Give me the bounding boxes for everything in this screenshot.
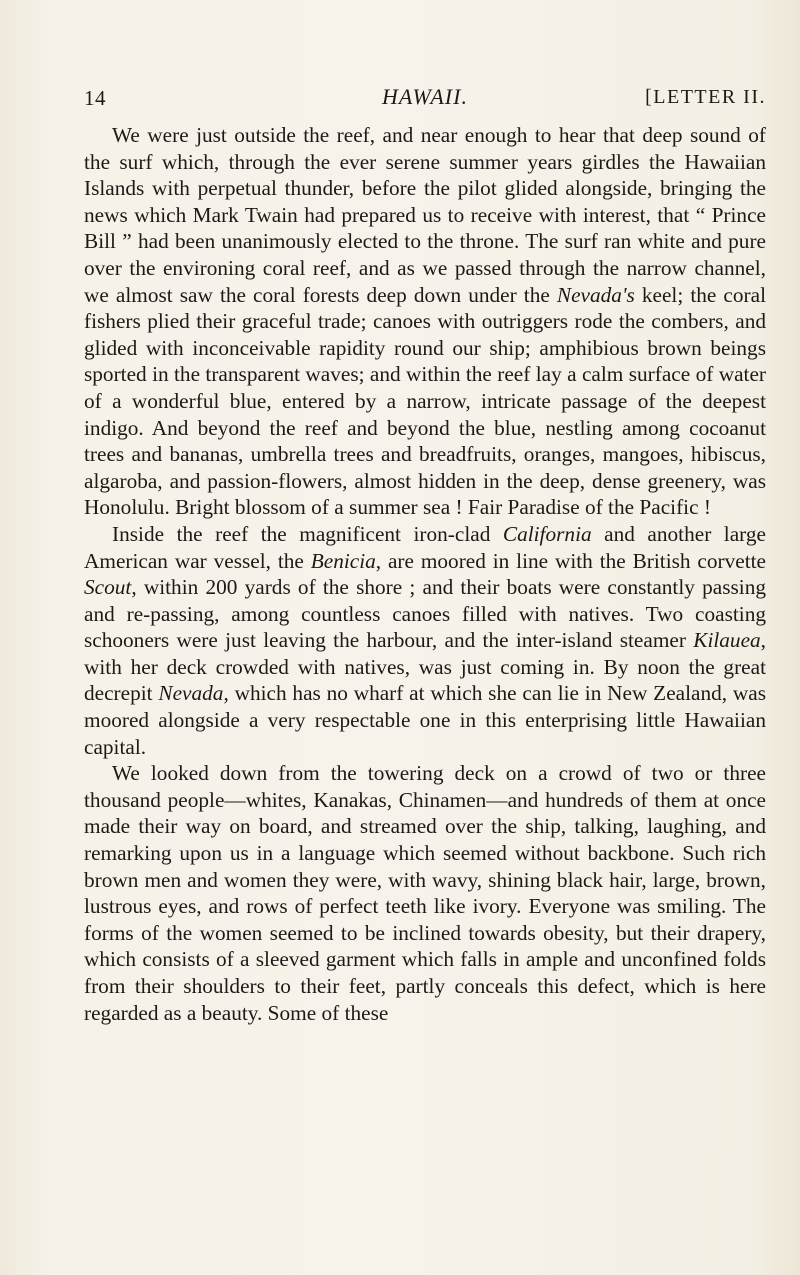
running-title: HAWAII. xyxy=(382,84,468,109)
paragraph-text: , with her deck crowded with natives, was just coming in. By noon the great decrepit xyxy=(84,628,766,706)
ship-name: Benicia xyxy=(310,548,376,573)
paragraph-text: We looked down from the towering deck on a crowd of two or three thousand people—whites, Kanakas, Chinamen—and hundreds of them at once made their way on board, and streamed over the ship, talking, laughing, and remarking upon us in a language which seemed without backbone. Such rich brown men and women they were, with wavy, shining black hair, large, brown, lustrous eyes, and rows of perfect teeth like ivory. Everyone was smiling. The forms of the women seemed to be inclined towards obesity, but their drapery, which consists of a sleeved garment which falls in ample and unconfined folds from their shoulders to their feet, partly conceals this defect, which is here regarded as a beauty. Some of these xyxy=(84,761,766,1025)
ship-name: Nevada xyxy=(158,681,224,706)
page-number: 14 xyxy=(84,86,106,110)
paragraph-text: , are moored in line with the British corvette xyxy=(375,548,766,573)
ship-name: Kilauea xyxy=(693,628,761,653)
paragraph-text: Inside the reef the magnificent iron-clad xyxy=(112,521,503,546)
paragraph-text: We were just outside the reef, and near enough to hear that deep sound of the surf which, through the ever serene summer years girdles the Hawaiian Islands with perpetual thunder, before the pilot glided alongside, bringing the news which Mark Twain had prepared us to receive with interest, that “ Prince Bill ” had been unanimously elected to the throne. The surf ran white and pure over the environing coral reef, and as we passed through the narrow channel, we almost saw the coral forests deep down under the xyxy=(84,123,766,307)
ship-name: California xyxy=(502,521,592,546)
paragraph-text: , which has no wharf at which she can lie in New Zealand, was moored alongside a very respectable one in this enterprising little Hawaiian capital. xyxy=(84,681,767,759)
paragraph-text: keel; the coral fishers plied their graceful trade; canoes with outriggers rode the combers, and glided with inconceivable rapidity round our ship; amphibious brown beings sported in the transparent waves; and within the reef lay a calm surface of water of a wonderful blue, entered by a narrow, intricate passage of the deepest indigo. And beyond the reef and beyond the blue, nestling among cocoanut trees and bananas, umbrella trees and breadfruits, oranges, mangoes, hibiscus, algaroba, and passion-flowers, almost hidden in the deep, dense greenery, was Honolulu. Bright blossom of a summer sea ! Fair Paradise of the Pacific ! xyxy=(84,282,766,520)
paragraph xyxy=(84,521,766,760)
chapter-reference: [LETTER II. xyxy=(645,86,766,108)
page-header xyxy=(84,84,766,116)
paragraph-text: , within 200 yards of the shore ; and their boats were constantly passing and re-passing, among countless canoes filled with natives. Two coasting schooners were just leaving the harbour, and the inter-island steamer xyxy=(84,575,766,653)
ship-name: Scout xyxy=(84,575,132,600)
page-body xyxy=(84,122,766,1026)
paragraph xyxy=(84,122,766,521)
ship-name: Nevada's xyxy=(556,282,635,307)
paragraph xyxy=(84,760,766,1026)
paragraph-text: and another large American war vessel, the xyxy=(84,521,766,573)
